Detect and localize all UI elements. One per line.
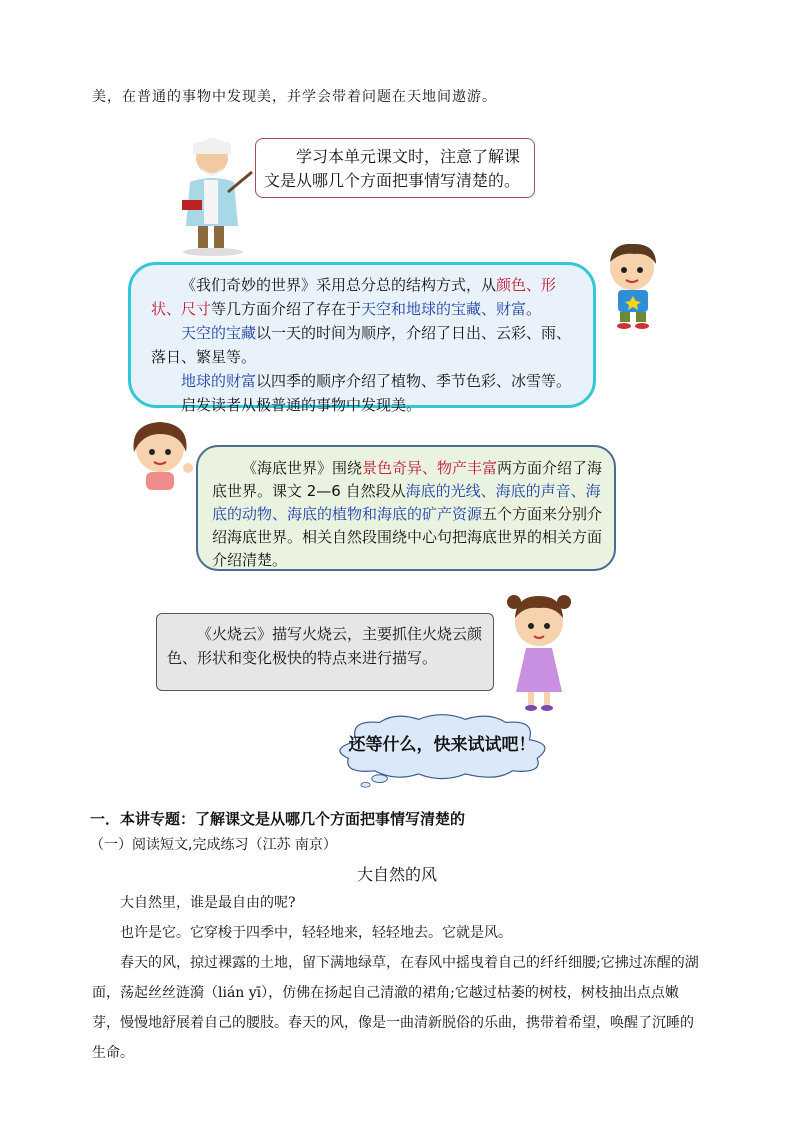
sea-text-1: 《海底世界》围绕 (242, 459, 363, 477)
world-highlight-sky: 天空的宝藏 (181, 324, 257, 342)
sea-speech-bubble (196, 445, 616, 571)
girl-illustration-1 (124, 418, 200, 492)
article-title: 大自然的风 (356, 865, 437, 884)
paragraph-3: 春天的风，掠过裸露的土地，留下满地绿草，在春风中摇曳着自己的纤纤细腰;它拂过冻醒的湖面，荡起丝丝涟漪（lián yī），仿佛在扬起自己清澈的裙角;它越过枯萎的树枝，树枝抽出点点嫩芽，慢慢地舒展着自己的腰肢。春天的风，像是一曲清新脱俗的乐曲，携带着希望，唤醒了沉睡的生命。 (92, 955, 699, 1061)
world-speech-bubble (128, 262, 596, 414)
world-text-3: 。 (526, 300, 542, 318)
section-title: 一．本讲专题：了解课文是从哪几个方面把事情写清楚的 (90, 810, 466, 828)
teacher-illustration (168, 132, 258, 256)
sea-highlight-aspects: 海底的光线、海底的声音、海底的动物、海底的植物和海底的矿产资源 (212, 482, 601, 523)
girl-illustration-2 (504, 588, 574, 714)
sea-highlight-themes: 景色奇异、物产丰富 (362, 459, 498, 477)
paragraph-1: 大自然里，谁是最自由的呢? (120, 895, 296, 911)
thought-cloud-text: 还等什么，快来试试吧！ (348, 735, 536, 755)
world-text-sky: 以一天的时间为顺序，介绍了日出、云彩、雨、落日、繁星等。 (151, 324, 572, 366)
world-text-1: 《我们奇妙的世界》采用总分总的结构方式，从 (181, 276, 497, 294)
world-text-conclusion: 启发读者从极普通的事物中发现美。 (181, 396, 422, 414)
world-text-earth: 以四季的顺序介绍了植物、季节色彩、冰雪等。 (256, 372, 572, 390)
world-highlight-earth: 地球的财富 (181, 372, 257, 390)
sub-title: （一）阅读短文,完成练习（江苏 南京） (90, 837, 337, 853)
boy-illustration (598, 238, 668, 332)
world-highlight-treasure: 天空和地球的宝藏、财富 (361, 300, 527, 318)
top-line: 美，在普通的事物中发现美，并学会带着问题在天地间遨游。 (92, 89, 497, 105)
cloud-speech-text: 《火烧云》描写火烧云，主要抓住火烧云颜色、形状和变化极快的特点来进行描写。 (167, 625, 483, 667)
world-text-2: 等几方面介绍了存在于 (211, 300, 362, 318)
paragraph-2: 也许是它。它穿梭于四季中，轻轻地来，轻轻地去。它就是风。 (120, 925, 512, 941)
teacher-speech-text: 学习本单元课文时，注意了解课文是从哪几个方面把事情写清楚的。 (264, 147, 521, 190)
teacher-speech-bubble (255, 138, 535, 198)
world-highlight-aspects: 颜色、形状、尺寸 (151, 276, 557, 318)
cloud-speech-bubble (156, 613, 494, 691)
sea-text-2: 两方面介绍了海底世界。课文 2—6 自然段从 (212, 459, 603, 500)
sea-text-3: 五个方面来分别介绍海底世界。相关自然段围绕中心句把海底世界的相关方面介绍清楚。 (212, 505, 603, 569)
